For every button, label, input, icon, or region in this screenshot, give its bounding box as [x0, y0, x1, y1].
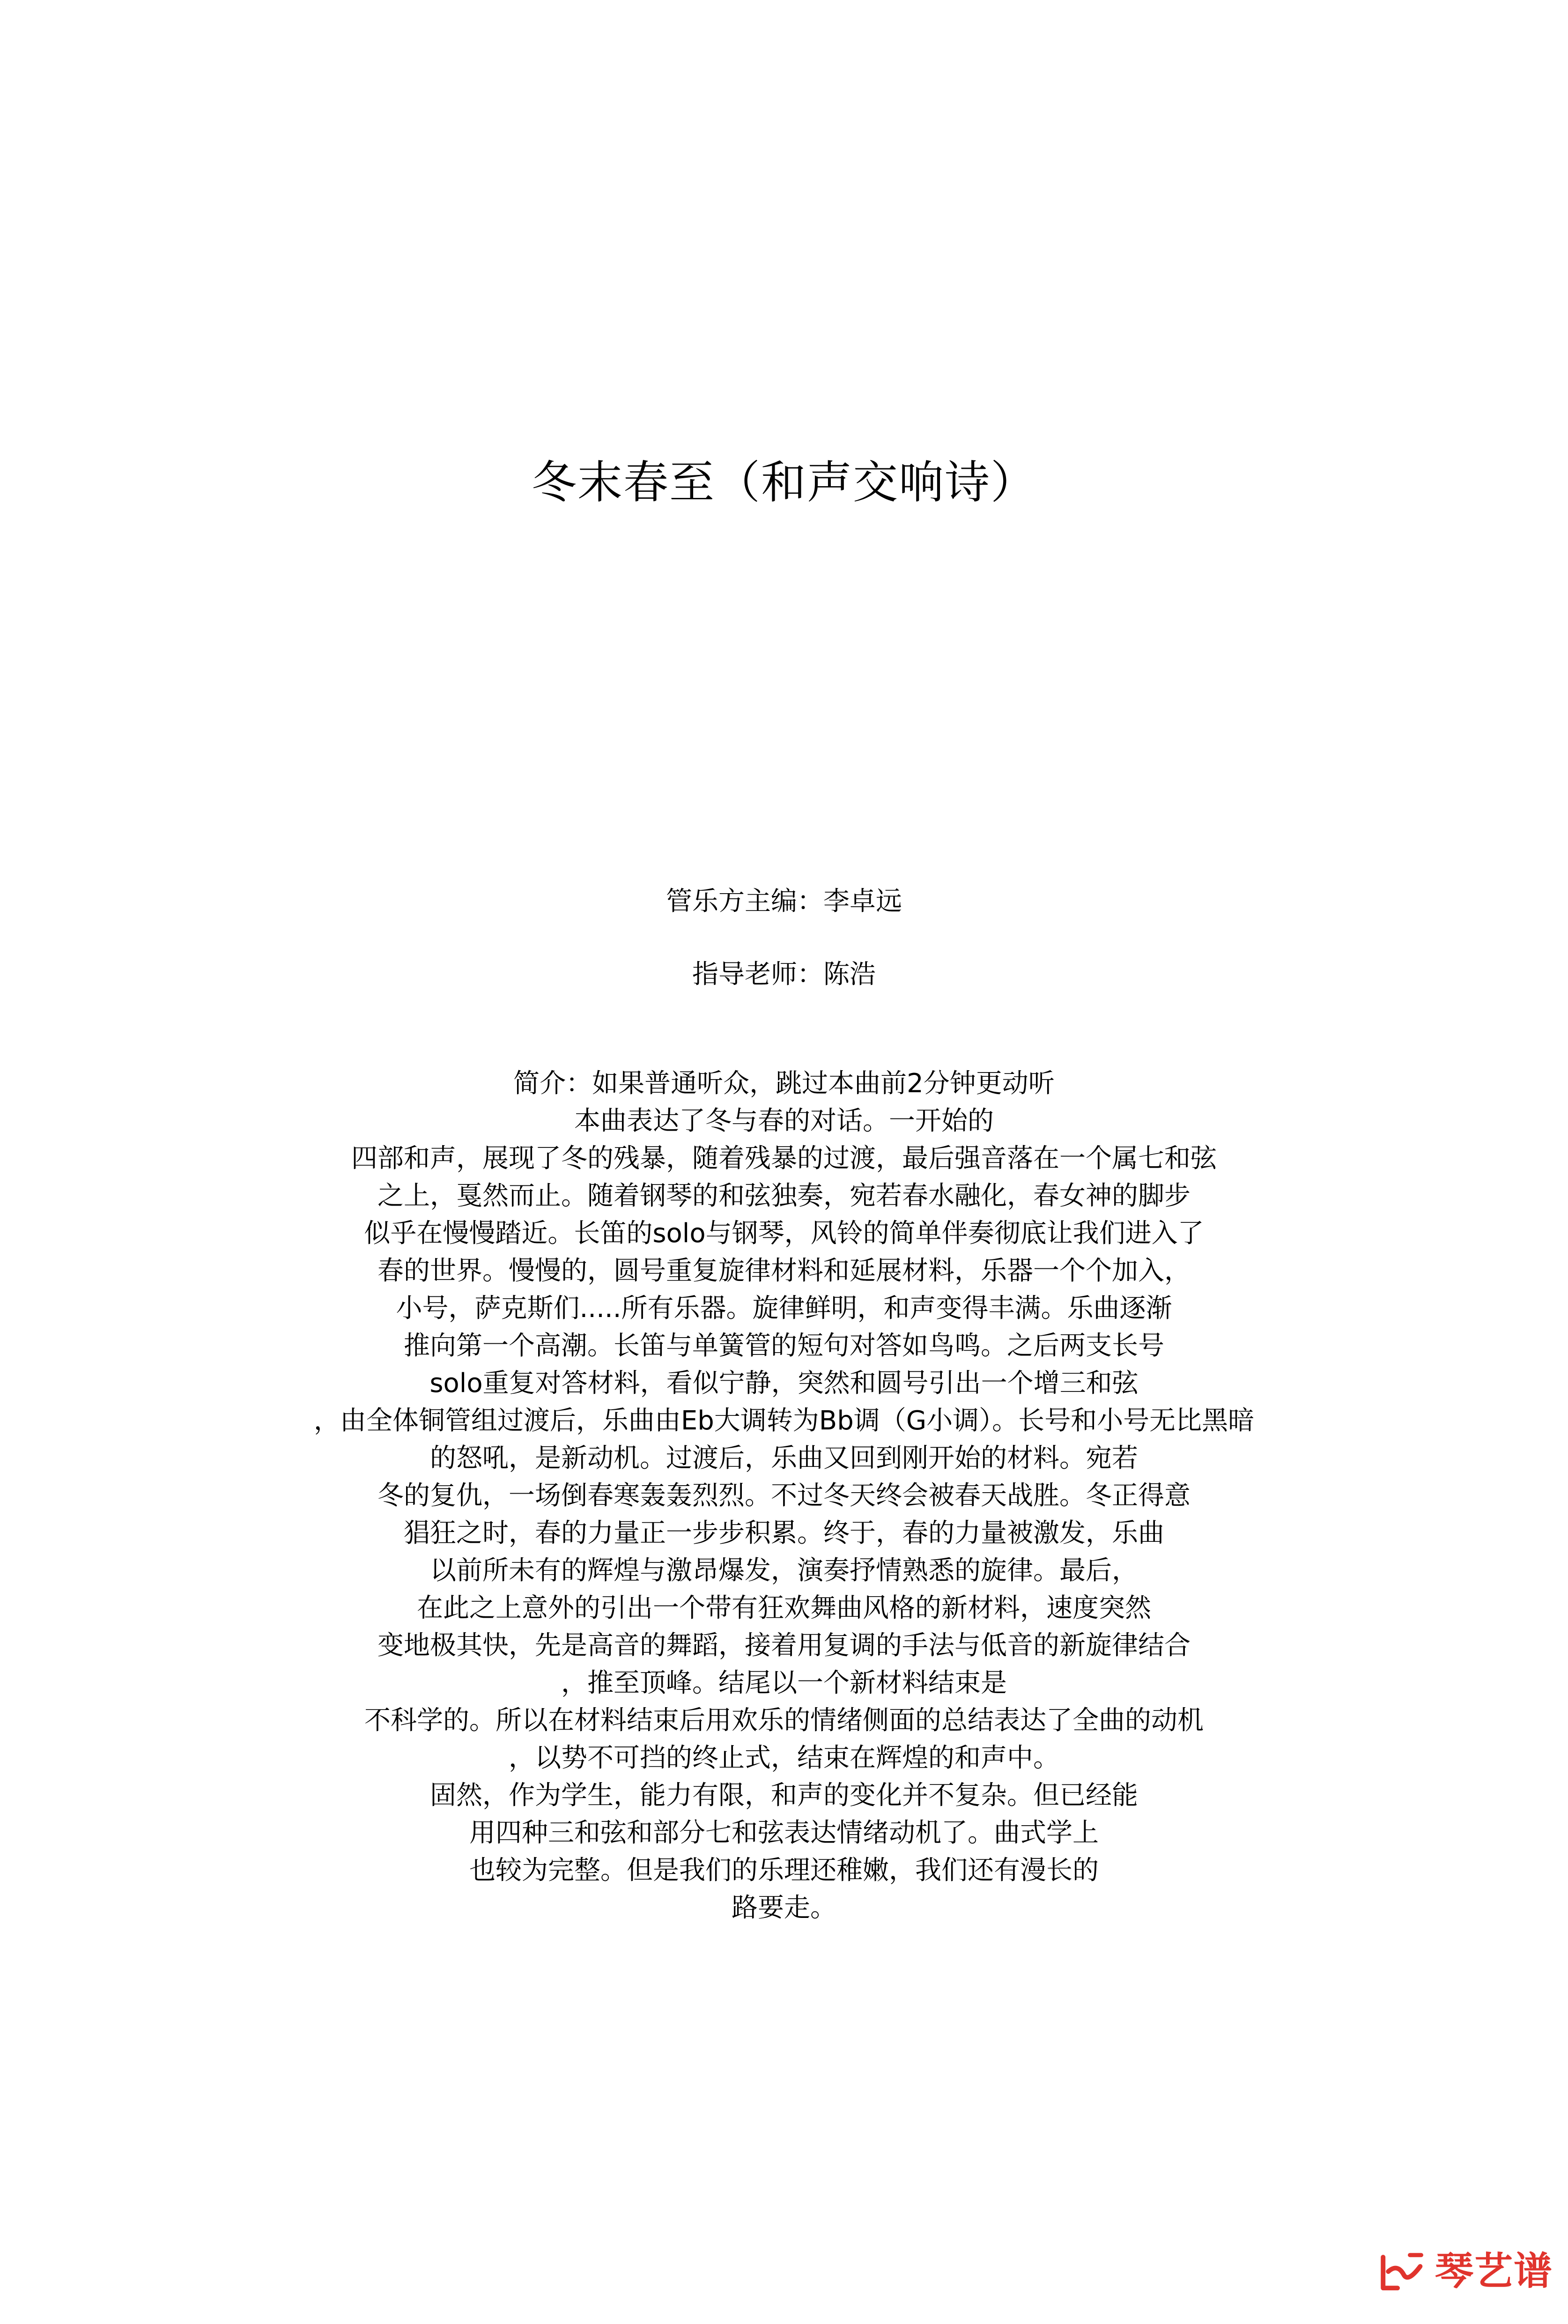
intro-line: ，推至顶峰。结尾以一个新材料结束是	[561, 1668, 1007, 1698]
intro-line: ，以势不可挡的终止式，结束在辉煌的和声中。	[509, 1743, 1059, 1773]
site-logo[interactable]	[1377, 2246, 1553, 2297]
qinyipu-logo-icon	[1377, 2246, 1428, 2297]
intro-line: 小号，萨克斯们.....所有乐器。旋律鲜明，和声变得丰满。乐曲逐渐	[396, 1293, 1172, 1324]
intro-line: 不科学的。所以在材料结束后用欢乐的情绪侧面的总结表达了全曲的动机	[364, 1705, 1204, 1736]
intro-line: 四部和声，展现了冬的残暴，随着残暴的过渡，最后强音落在一个属七和弦	[351, 1143, 1217, 1174]
intro-line: 本曲表达了冬与春的对话。一开始的	[574, 1106, 994, 1136]
intro-line: 路要走。	[732, 1893, 836, 1923]
advisor-credit: 指导老师：陈浩	[692, 959, 876, 990]
intro-line: 似乎在慢慢踏近。长笛的solo与钢琴，风铃的简单伴奏彻底让我们进入了	[364, 1218, 1204, 1249]
intro-line: 变地极其快，先是高音的舞蹈，接着用复调的手法与低音的新旋律结合	[377, 1630, 1191, 1661]
intro-line: 猖狂之时，春的力量正一步步积累。终于，春的力量被激发，乐曲	[404, 1518, 1164, 1548]
editor-credit: 管乐方主编：李卓远	[666, 886, 902, 917]
intro-line: solo重复对答材料，看似宁静，突然和圆号引出一个增三和弦	[429, 1368, 1139, 1399]
intro-line: 以前所未有的辉煌与激昂爆发，演奏抒情熟悉的旋律。最后，	[430, 1555, 1138, 1586]
intro-line: 也较为完整。但是我们的乐理还稚嫩，我们还有漫长的	[469, 1855, 1099, 1886]
intro-line: 固然，作为学生，能力有限，和声的变化并不复杂。但已经能	[430, 1780, 1138, 1811]
logo-text: 琴艺谱	[1435, 2249, 1553, 2294]
intro-line: 在此之上意外的引出一个带有狂欢舞曲风格的新材料，速度突然	[417, 1593, 1151, 1623]
intro-line: 之上，戛然而止。随着钢琴的和弦独奏，宛若春水融化，春女神的脚步	[377, 1181, 1191, 1211]
intro-line: 的怒吼，是新动机。过渡后，乐曲又回到刚开始的材料。宛若	[430, 1443, 1138, 1473]
intro-line: 春的世界。慢慢的，圆号重复旋律材料和延展材料，乐器一个个加入，	[377, 1256, 1191, 1286]
intro-line: ，由全体铜管组过渡后，乐曲由Eb大调转为Bb调（G小调）。长号和小号无比黑暗	[313, 1406, 1255, 1436]
introduction	[0, 1065, 1568, 1927]
intro-line: 推向第一个高潮。长笛与单簧管的短句对答如鸟鸣。之后两支长号	[404, 1331, 1164, 1361]
intro-line: 冬的复仇，一场倒春寒轰轰烈烈。不过冬天终会被春天战胜。冬正得意	[377, 1480, 1191, 1511]
intro-line: 用四种三和弦和部分七和弦表达情绪动机了。曲式学上	[469, 1818, 1099, 1848]
intro-line: 简介：如果普通听众，跳过本曲前2分钟更动听	[513, 1068, 1055, 1099]
score-title: 冬末春至（和声交响诗）	[532, 456, 1036, 509]
